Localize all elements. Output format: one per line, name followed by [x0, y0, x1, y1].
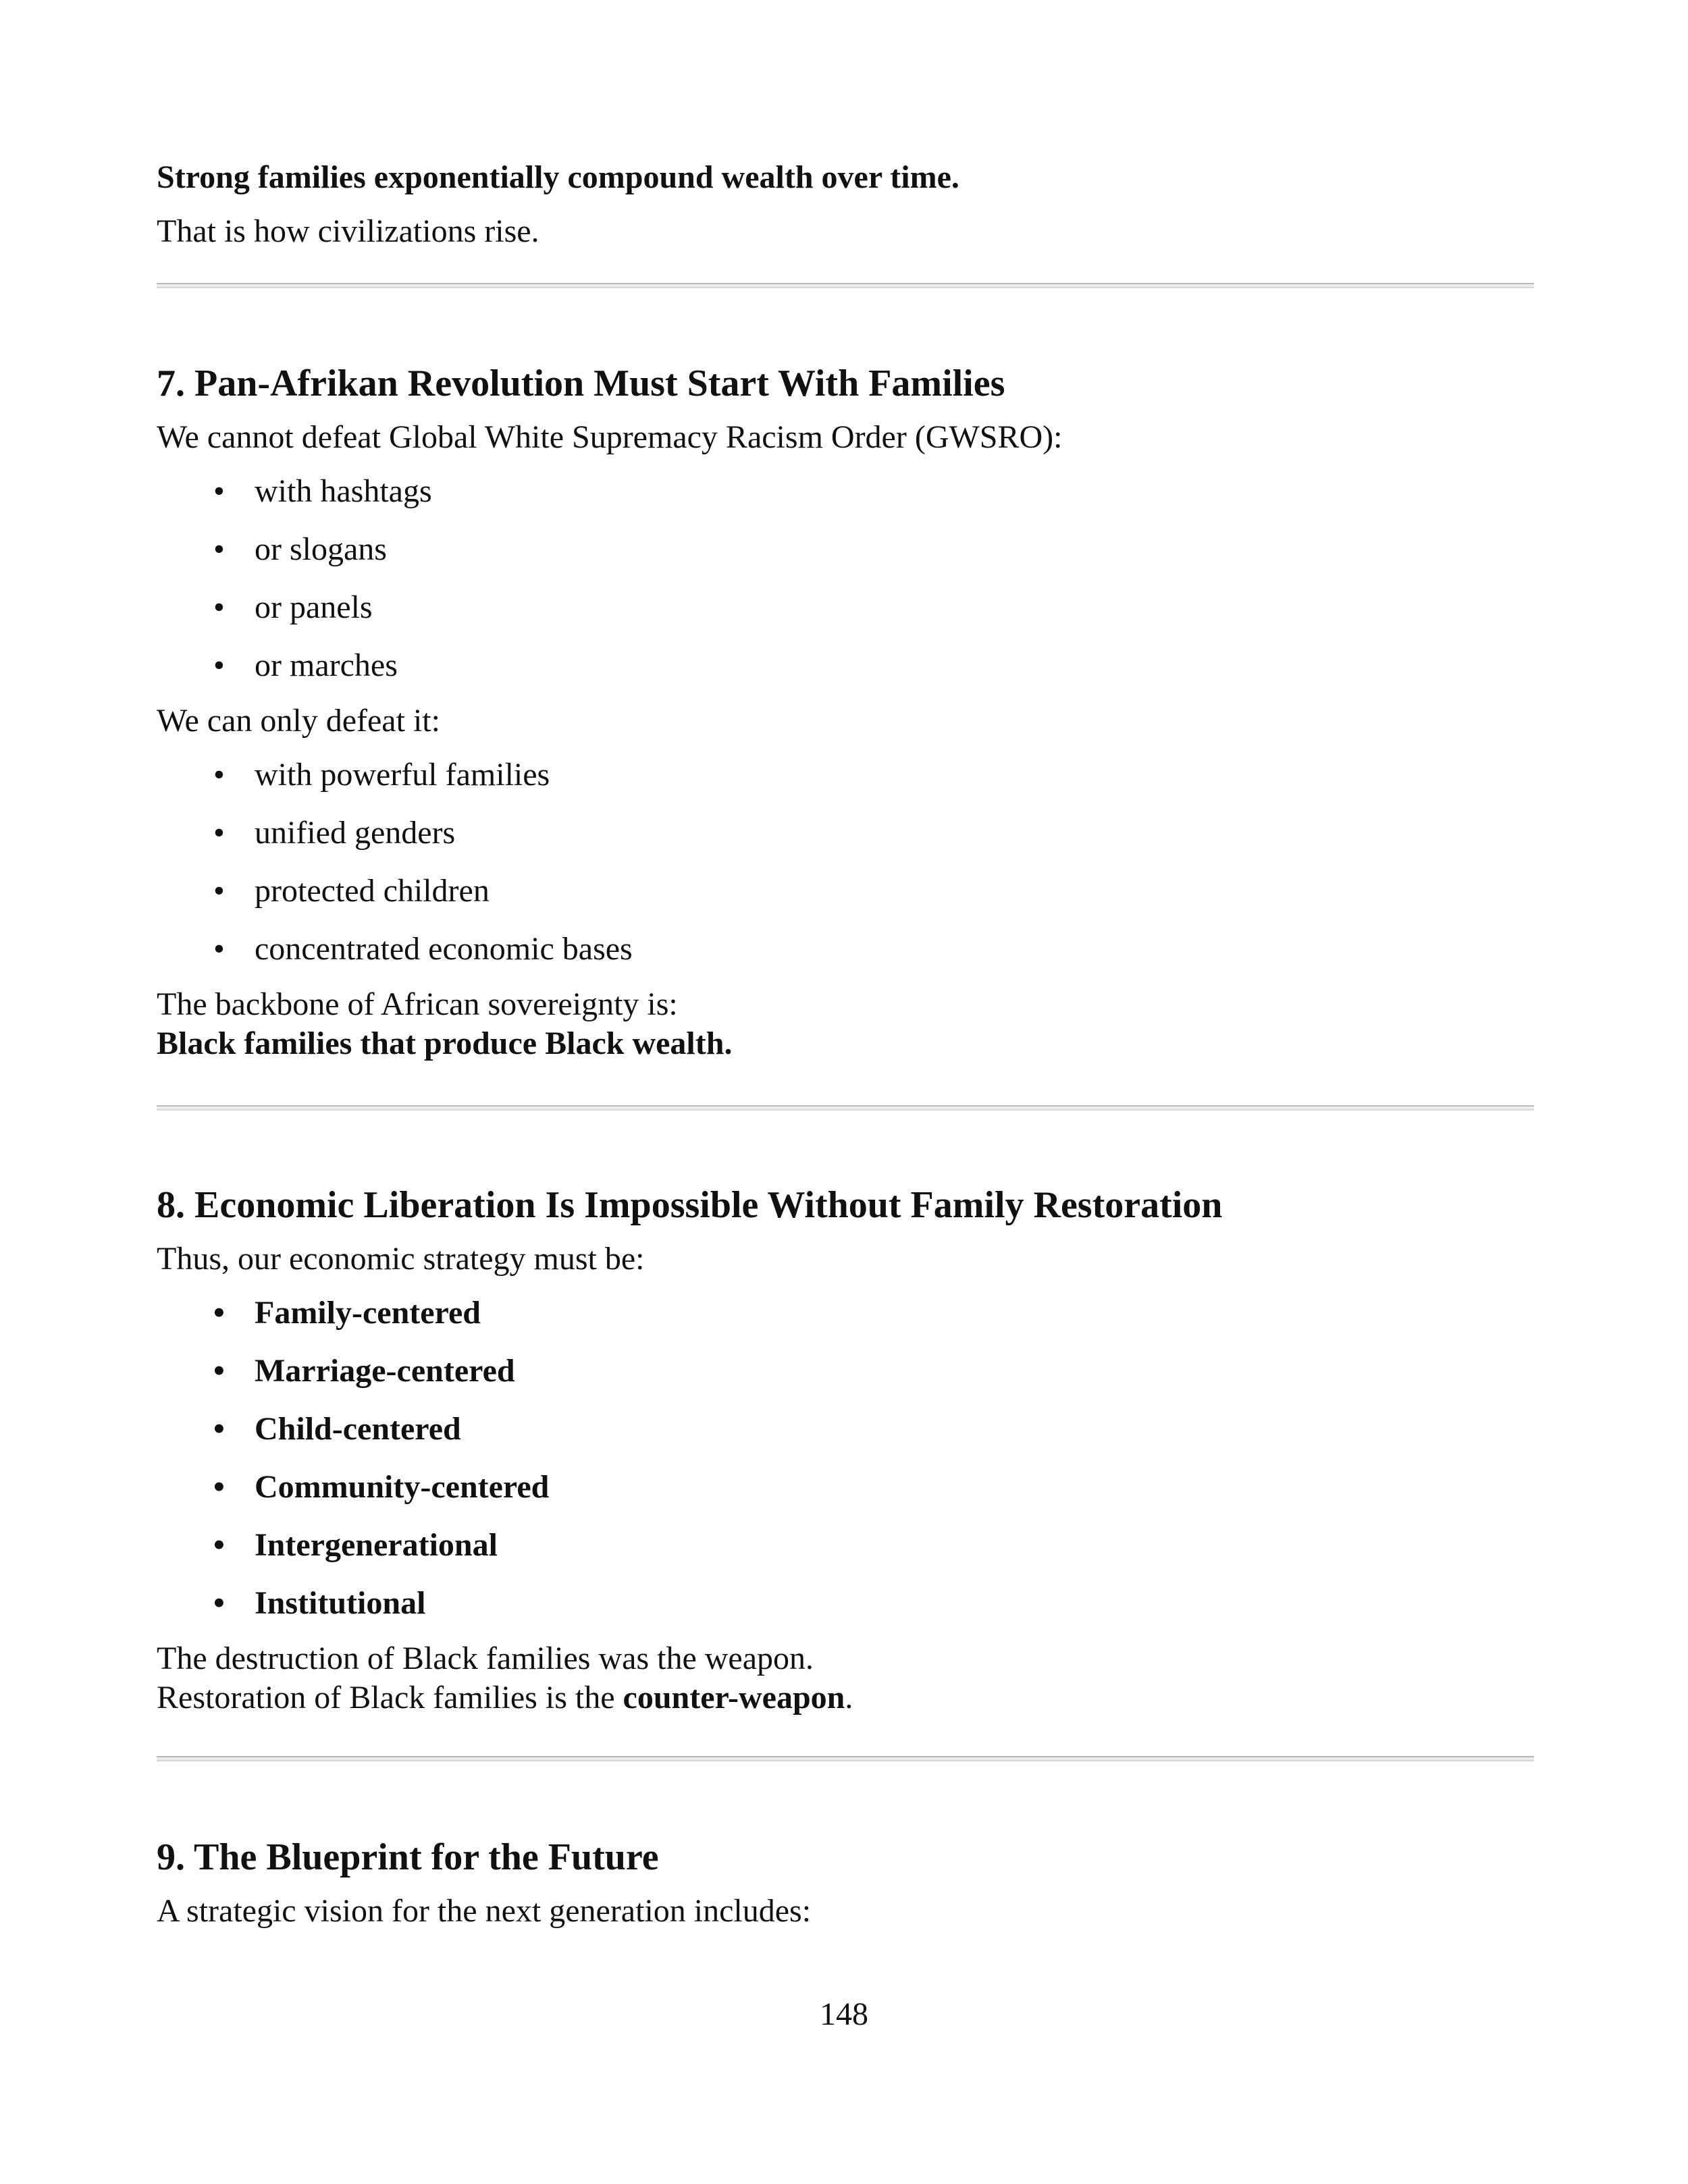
list-item: • Institutional: [157, 1584, 1534, 1642]
list-item: • or marches: [157, 646, 1534, 704]
list-item: • unified genders: [157, 814, 1534, 872]
list-item: • or slogans: [157, 530, 1534, 588]
section-8: [157, 1183, 1534, 1717]
bullet-icon: •: [213, 1295, 225, 1331]
bullet-icon: •: [213, 815, 225, 851]
bullet-icon: •: [213, 531, 225, 567]
bullet-icon: •: [213, 873, 225, 909]
section-9-heading: 9. The Blueprint for the Future: [157, 1836, 659, 1878]
section-divider: [157, 283, 1534, 288]
section-7: [157, 361, 1534, 1063]
section-7-closing-bold: Black families that produce Black wealth.: [157, 1026, 733, 1061]
list-item: • Child-centered: [157, 1410, 1534, 1468]
bullet-icon: •: [213, 1585, 225, 1621]
bullet-icon: •: [213, 931, 225, 967]
section-7-heading: 7. Pan-Afrikan Revolution Must Start With Families: [157, 363, 1005, 404]
bullet-icon: •: [213, 647, 225, 683]
list-item: • with powerful families: [157, 755, 1534, 814]
bullet-icon: •: [213, 1353, 225, 1389]
section-8-list: [157, 1294, 1534, 1642]
intro-bold-line: Strong families exponentially compound wealth over time.: [157, 159, 959, 195]
section-7-list-a: [157, 472, 1534, 704]
list-item: • Intergenerational: [157, 1526, 1534, 1584]
list-item: • protected children: [157, 872, 1534, 930]
list-item: • or panels: [157, 588, 1534, 646]
section-8-closing-line1: The destruction of Black families was the weapon.: [157, 1641, 814, 1676]
page-number: 148: [820, 1996, 868, 2032]
section-9-lead: A strategic vision for the next generation includes:: [157, 1893, 812, 1929]
bullet-icon: •: [213, 1527, 225, 1563]
section-7-lead: We cannot defeat Global White Supremacy Racism Order (GWSRO):: [157, 419, 1063, 455]
bullet-icon: •: [213, 589, 225, 625]
section-9: [157, 1835, 1534, 1931]
section-7-closing-line: The backbone of African sovereignty is:: [157, 986, 678, 1022]
counter-weapon-term: counter-weapon: [623, 1680, 845, 1715]
section-8-heading: 8. Economic Liberation Is Impossible Without Family Restoration: [157, 1184, 1223, 1226]
section-divider: [157, 1105, 1534, 1111]
bullet-icon: •: [213, 757, 225, 793]
section-7-list-b: [157, 755, 1534, 988]
section-7-lead2: We can only defeat it:: [157, 703, 440, 739]
list-item: • Community-centered: [157, 1468, 1534, 1526]
list-item: • with hashtags: [157, 472, 1534, 530]
intro-block: [157, 158, 1534, 251]
bullet-icon: •: [213, 473, 225, 509]
intro-line: That is how civilizations rise.: [157, 213, 539, 249]
bullet-icon: •: [213, 1411, 225, 1447]
list-item: • Family-centered: [157, 1294, 1534, 1352]
section-divider: [157, 1756, 1534, 1761]
section-8-lead: Thus, our economic strategy must be:: [157, 1241, 645, 1277]
list-item: • Marriage-centered: [157, 1352, 1534, 1410]
bullet-icon: •: [213, 1469, 225, 1505]
section-8-closing-line2: Restoration of Black families is the counter-weapon.: [157, 1680, 853, 1715]
list-item: • concentrated economic bases: [157, 930, 1534, 988]
